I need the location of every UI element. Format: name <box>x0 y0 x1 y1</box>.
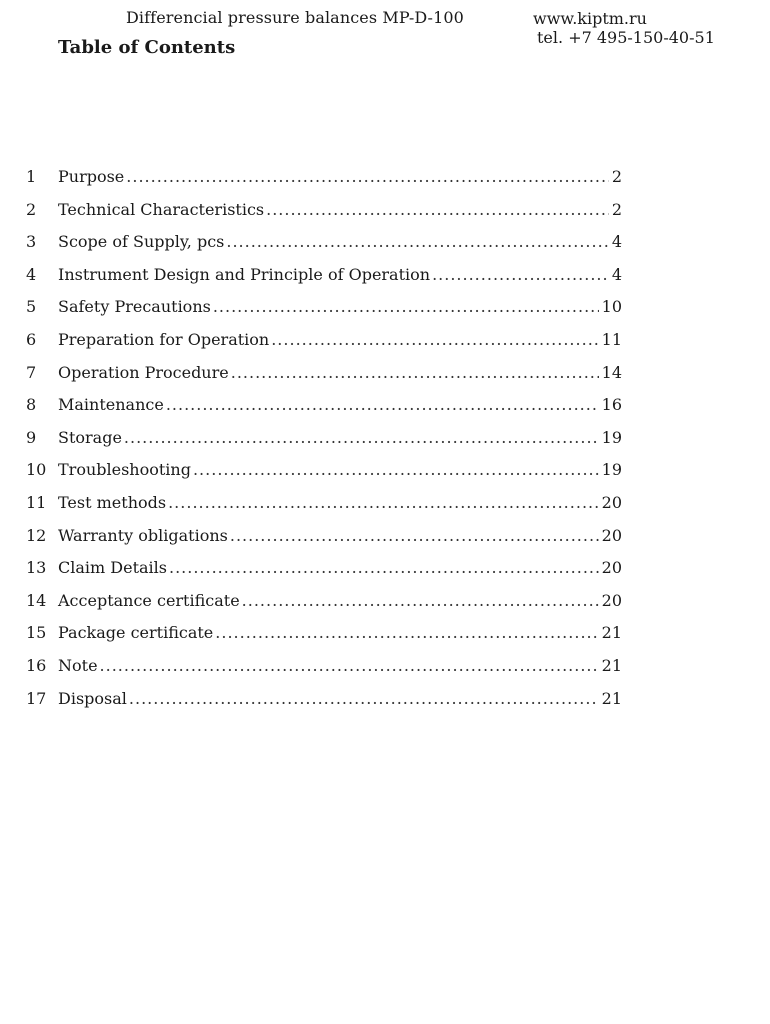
toc-entry-number: 17 <box>26 688 47 708</box>
toc-entry-page: 16 <box>601 395 622 415</box>
toc-entry-number: 3 <box>26 232 37 252</box>
toc-entry-test-methods[interactable] <box>26 491 622 524</box>
toc-entry-number: 7 <box>26 362 37 382</box>
toc-dot-leader <box>266 198 609 222</box>
toc-entry-number: 10 <box>26 460 47 480</box>
toc-entry-title: Warranty obligations <box>58 525 228 545</box>
toc-entry-number: 11 <box>26 492 47 512</box>
toc-entry-number: 14 <box>26 590 47 610</box>
toc-dot-leader <box>230 524 599 548</box>
toc-entry-number: 12 <box>26 525 47 545</box>
toc-dot-leader <box>231 361 599 385</box>
toc-entry-title: Acceptance certificate <box>58 590 240 610</box>
toc-entry-page: 10 <box>601 297 622 317</box>
toc-entry-storage[interactable] <box>26 426 622 459</box>
toc-entry-title: Storage <box>58 427 122 447</box>
toc-entry-title: Troubleshooting <box>58 460 191 480</box>
toc-entry-number: 9 <box>26 427 37 447</box>
toc-entry-page: 4 <box>611 232 622 252</box>
toc-entry-instrument-design[interactable] <box>26 263 622 296</box>
toc-entry-title: Package certificate <box>58 623 214 643</box>
toc-entry-safety-precautions[interactable] <box>26 295 622 328</box>
toc-entry-title: Instrument Design and Principle of Operation <box>58 264 431 284</box>
toc-entry-package-certificate[interactable] <box>26 621 622 654</box>
toc-dot-leader <box>193 458 599 482</box>
toc-entry-title: Scope of Supply, pcs <box>58 232 225 252</box>
toc-dot-leader <box>215 621 598 645</box>
toc-entry-page: 19 <box>601 460 622 480</box>
toc-entry-page: 20 <box>601 558 622 578</box>
toc-entry-claim-details[interactable] <box>26 556 622 589</box>
toc-dot-leader <box>169 556 599 580</box>
toc-entry-purpose[interactable] <box>26 165 622 198</box>
toc-entry-troubleshooting[interactable] <box>26 458 622 491</box>
toc-entry-operation-procedure[interactable] <box>26 361 622 394</box>
toc-entry-title: Operation Procedure <box>58 362 229 382</box>
toc-entry-page: 11 <box>601 329 622 349</box>
toc-entry-maintenance[interactable] <box>26 393 622 426</box>
toc-entry-technical-characteristics[interactable] <box>26 198 622 231</box>
toc-dot-leader <box>242 589 599 613</box>
toc-entry-title: Disposal <box>58 688 127 708</box>
toc-dot-leader <box>271 328 598 352</box>
toc-dot-leader <box>226 230 608 254</box>
toc-entry-number: 5 <box>26 297 37 317</box>
toc-entry-note[interactable] <box>26 654 622 687</box>
document-title: Differencial pressure balances MP-D-100 <box>126 8 464 27</box>
toc-entry-number: 16 <box>26 655 47 675</box>
toc-entry-number: 4 <box>26 264 37 284</box>
toc-dot-leader <box>432 263 609 287</box>
toc-entry-page: 20 <box>601 492 622 512</box>
toc-entry-number: 6 <box>26 329 37 349</box>
toc-entry-title: Test methods <box>58 492 167 512</box>
toc-entry-page: 14 <box>601 362 622 382</box>
toc-heading: Table of Contents <box>58 37 236 58</box>
website-link[interactable]: www.kiptm.ru <box>533 9 647 28</box>
toc-entry-warranty[interactable] <box>26 524 622 557</box>
toc-entry-title: Purpose <box>58 167 125 186</box>
toc-entry-acceptance-certificate[interactable] <box>26 589 622 622</box>
toc-entry-page: 2 <box>611 167 622 186</box>
toc-entry-page: 21 <box>601 688 622 708</box>
toc-entry-page: 21 <box>601 623 622 643</box>
toc-entry-scope-of-supply[interactable] <box>26 230 622 263</box>
toc-dot-leader <box>129 687 599 711</box>
toc-entry-number: 1 <box>26 167 37 186</box>
toc-entry-page: 20 <box>601 590 622 610</box>
toc-entry-number: 2 <box>26 199 37 219</box>
toc-entry-title: Preparation for Operation <box>58 329 270 349</box>
toc-dot-leader <box>100 654 599 678</box>
toc-dot-leader <box>168 491 599 515</box>
toc-entry-title: Note <box>58 655 98 675</box>
toc-entry-number: 15 <box>26 623 47 643</box>
toc-entry-number: 13 <box>26 558 47 578</box>
toc-entry-disposal[interactable] <box>26 687 622 720</box>
toc-dot-leader <box>124 426 599 450</box>
toc-entry-page: 21 <box>601 655 622 675</box>
toc-entry-page: 19 <box>601 427 622 447</box>
toc-entry-page: 4 <box>611 264 622 284</box>
table-of-contents <box>26 165 622 719</box>
toc-entry-page: 2 <box>611 199 622 219</box>
toc-entry-title: Technical Characteristics <box>58 199 265 219</box>
toc-entry-page: 20 <box>601 525 622 545</box>
toc-entry-title: Maintenance <box>58 395 164 415</box>
phone-number: tel. +7 495-150-40-51 <box>537 28 715 47</box>
toc-entry-number: 8 <box>26 395 37 415</box>
toc-dot-leader <box>126 165 609 189</box>
toc-dot-leader <box>166 393 599 417</box>
toc-entry-title: Claim Details <box>58 558 167 578</box>
toc-entry-title: Safety Precautions <box>58 297 211 317</box>
toc-dot-leader <box>213 295 599 319</box>
toc-entry-preparation[interactable] <box>26 328 622 361</box>
